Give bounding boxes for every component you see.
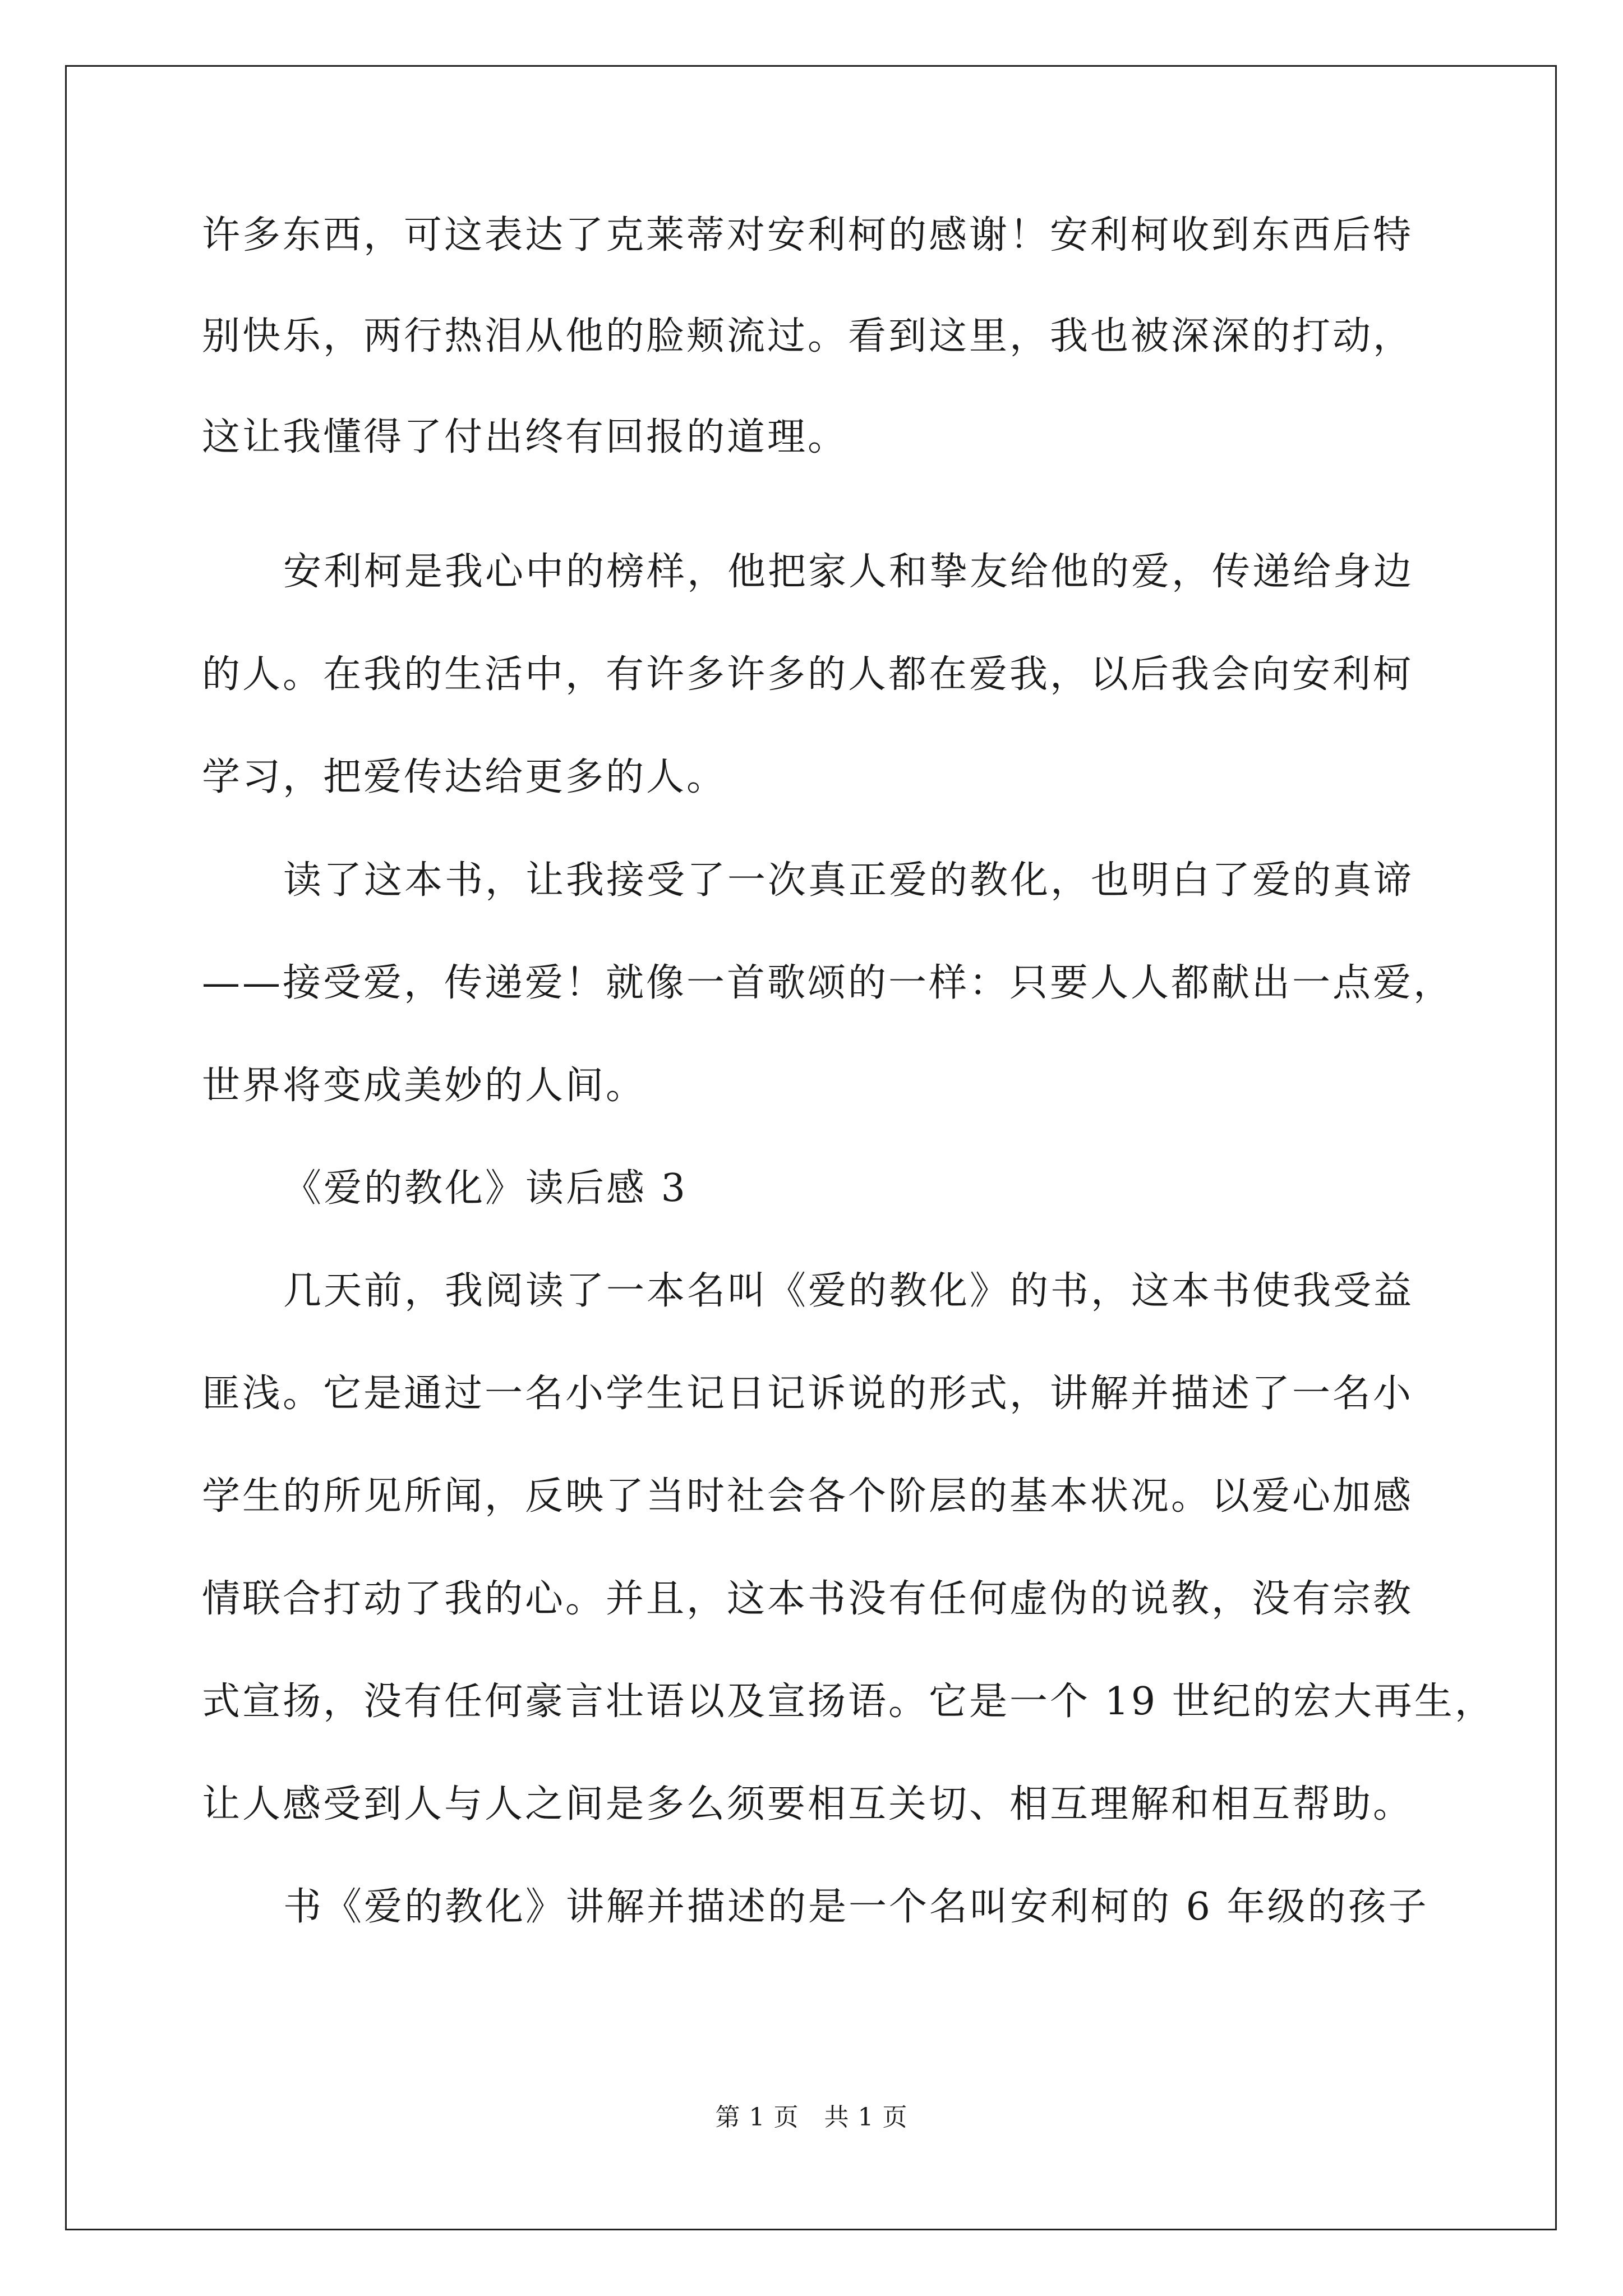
paragraph-first-line: 安利柯是我心中的榜样，他把家人和挚友给他的爱，传递给身边 (283, 550, 1414, 594)
paragraph-first-line: 读了这本书，让我接受了一次真正爱的教化，也明白了爱的真谛 (283, 858, 1414, 903)
text-line: ——接受爱，传递爱！就像一首歌颂的一样：只要人人都献出一点爱， (202, 961, 1454, 1005)
text-line: 学生的所见所闻，反映了当时社会各个阶层的基本状况。以爱心加感 (202, 1474, 1414, 1519)
text-line: 别快乐，两行热泪从他的脸颊流过。看到这里，我也被深深的打动， (202, 314, 1414, 358)
text-line: 匪浅。它是通过一名小学生记日记诉说的形式，讲解并描述了一名小 (202, 1372, 1414, 1416)
page-footer: 第 1 页 共 1 页 (715, 2103, 908, 2132)
text-line: 学习，把爱传达给更多的人。 (202, 755, 727, 799)
text-line: 许多东西，可这表达了克莱蒂对安利柯的感谢！安利柯收到东西后特 (202, 213, 1414, 257)
text-line: 让人感受到人与人之间是多么须要相互关切、相互理解和相互帮助。 (202, 1782, 1414, 1826)
text-line: 世界将变成美妙的人间。 (202, 1064, 647, 1108)
paragraph-first-line: 书《爱的教化》讲解并描述的是一个名叫安利柯的 6 年级的孩子 (283, 1885, 1429, 1929)
text-line: 式宣扬，没有任何豪言壮语以及宣扬语。它是一个 19 世纪的宏大再生， (202, 1680, 1495, 1724)
text-line: 情联合打动了我的心。并且，这本书没有任何虚伪的说教，没有宗教 (202, 1577, 1414, 1621)
paragraph-first-line: 几天前，我阅读了一本名叫《爱的教化》的书，这本书使我受益 (283, 1269, 1414, 1313)
text-line: 的人。在我的生活中，有许多许多的人都在爱我，以后我会向安利柯 (202, 652, 1414, 697)
section-heading: 《爱的教化》读后感 3 (283, 1166, 688, 1211)
text-line: 这让我懂得了付出终有回报的道理。 (202, 415, 849, 459)
